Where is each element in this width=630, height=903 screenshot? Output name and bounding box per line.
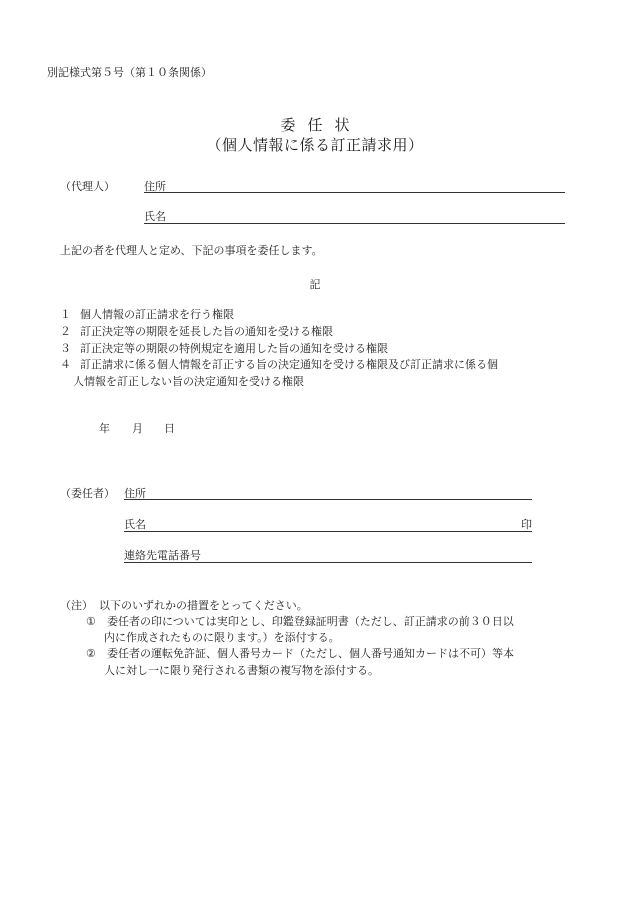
principal-section-label: （委任者）	[60, 487, 115, 500]
list-item-text: 訂正決定等の期限の特例規定を適用した旨の通知を受ける権限	[80, 342, 388, 355]
document-title: 委任状	[280, 116, 362, 134]
date-year-label: 年	[99, 422, 110, 435]
document-subtitle: （個人情報に係る訂正請求用）	[206, 136, 424, 154]
list-item-number: ２	[60, 325, 71, 338]
list-item	[60, 343, 388, 354]
note-2-line-2: 人に対し一に限り発行される書類の複写物を添付する。	[104, 664, 379, 677]
principal-name-field[interactable]	[124, 531, 532, 532]
note-1-marker: ①	[86, 615, 96, 628]
list-item-number: ３	[60, 342, 71, 355]
principal-address-label: 住所	[124, 487, 146, 500]
date-day-label: 日	[164, 422, 175, 435]
ki-heading: 記	[309, 278, 321, 291]
list-item	[60, 326, 333, 337]
notes-intro: 以下のいずれかの措置をとってください。	[99, 599, 308, 612]
principal-name-label: 氏名	[124, 518, 146, 531]
seal-label: 印	[521, 518, 532, 531]
list-item-number: １	[60, 308, 71, 321]
list-item	[60, 359, 498, 370]
list-item-number: ４	[60, 358, 71, 371]
principal-phone-label: 連絡先電話番号	[124, 549, 201, 562]
principal-phone-field[interactable]	[124, 562, 532, 563]
principal-address-field[interactable]	[124, 499, 532, 500]
list-item-text: 訂正決定等の期限を延長した旨の通知を受ける権限	[80, 325, 333, 338]
list-item-continuation: 人情報を訂正しない旨の決定通知を受ける権限	[73, 375, 304, 388]
notes-heading: （注）	[60, 599, 93, 612]
note-1-line-1: 委任者の印については実印とし、印鑑登録証明書（ただし、訂正請求の前３０日以	[107, 615, 514, 628]
agent-address-label: 住所	[144, 180, 166, 193]
date-month-label: 月	[132, 422, 143, 435]
agent-address-field[interactable]	[144, 192, 565, 193]
agent-name-label: 氏名	[144, 210, 166, 223]
list-item	[60, 309, 234, 320]
list-item-text: 個人情報の訂正請求を行う権限	[80, 308, 234, 321]
list-item-text: 訂正請求に係る個人情報を訂正する旨の決定通知を受ける権限及び訂正請求に係る個	[80, 358, 498, 371]
delegation-statement: 上記の者を代理人と定め、下記の事項を委任します。	[60, 244, 323, 257]
agent-name-field[interactable]	[144, 223, 565, 224]
note-1-line-2: 内に作成されたものに限ります。）を添付する。	[104, 631, 340, 644]
note-2-line-1: 委任者の運転免許証、個人番号カード（ただし、個人番号通知カードは不可）等本	[107, 647, 514, 660]
agent-section-label: （代理人）	[60, 180, 115, 193]
form-number: 別記様式第５号（第１０条関係）	[47, 66, 212, 79]
note-2-marker: ②	[86, 647, 96, 660]
